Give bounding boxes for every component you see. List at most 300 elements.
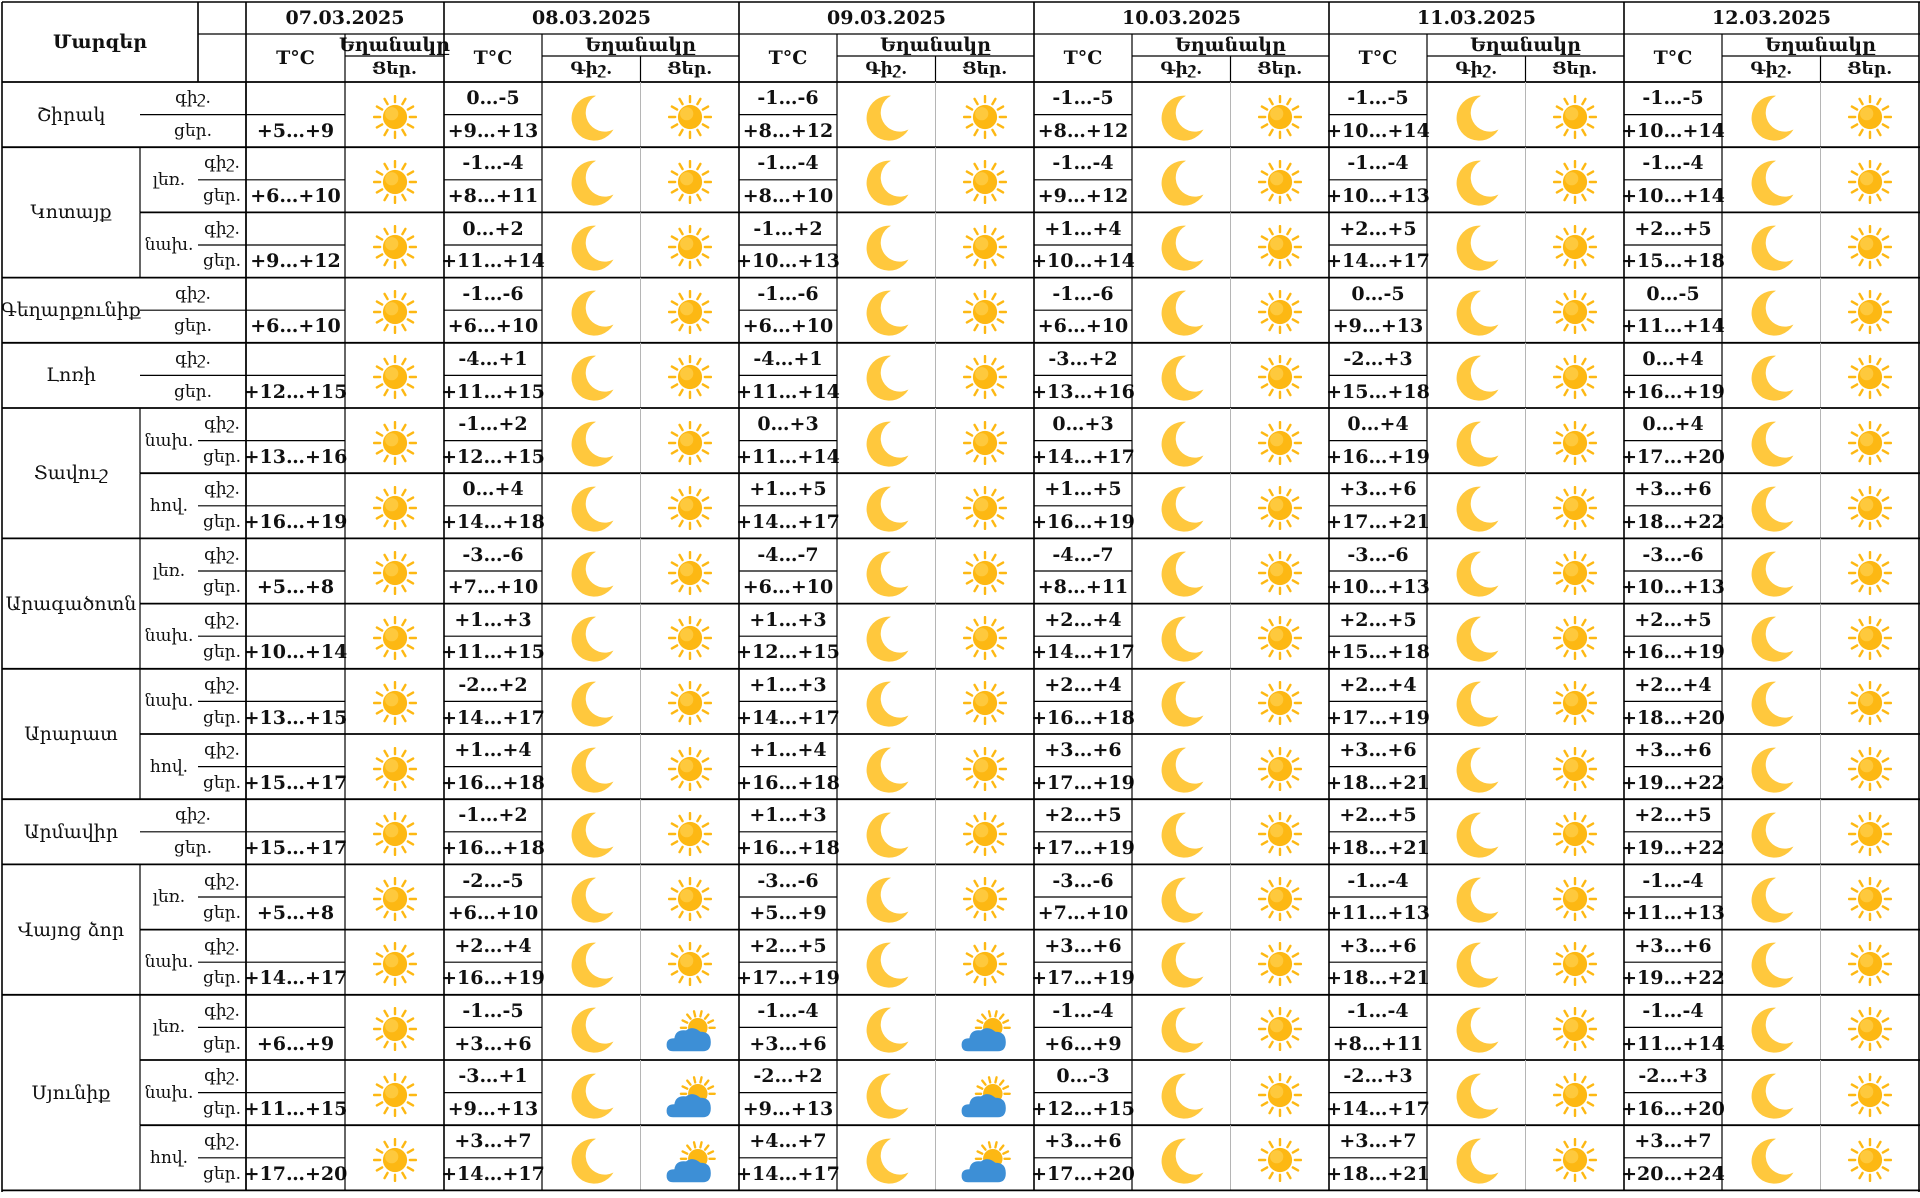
moon-icon [861,1135,911,1185]
sun-icon [1258,551,1302,595]
temperature-value: +10…+14 [1031,250,1135,273]
sun-icon [373,1138,417,1182]
temperature-value: +8…+11 [1332,1032,1424,1055]
sun-icon [1848,616,1892,660]
day-header: Ցեր. [1257,59,1303,79]
temperature-value: +11…+14 [1621,315,1725,338]
temperature-value: +2…+5 [1339,217,1417,240]
zone-label: նախ. [144,430,194,451]
sun-icon [668,95,712,139]
time-of-day-label: գիշ. [175,805,211,826]
sun-icon [1553,160,1597,204]
temperature-value: -3…+2 [1048,348,1118,371]
temperature-value: -2…-5 [462,869,524,892]
temperature-value: -1…-4 [1347,152,1409,175]
sun-icon [1848,486,1892,530]
zone-label: հով. [150,1147,188,1168]
temperature-value: -1…-6 [757,87,819,110]
temperature-value: +14…+17 [1031,641,1135,664]
time-of-day-label: գիշ. [204,479,240,500]
sun-icon [1258,747,1302,791]
temperature-value: +6…+10 [250,315,341,338]
temperature-value: +20…+24 [1621,1163,1725,1186]
moon-icon [1746,874,1796,924]
moon-icon [566,548,616,598]
date-header: 09.03.2025 [827,7,946,29]
moon-icon [566,613,616,663]
sun-icon [1258,1007,1302,1051]
temperature-value: +17…+20 [1031,1163,1135,1186]
sun-icon [963,486,1007,530]
sun-icon [963,95,1007,139]
sun-icon [668,355,712,399]
temperature-value: +18…+21 [1326,1163,1430,1186]
time-of-day-label: գիշ. [204,1001,240,1022]
sun-icon [1553,942,1597,986]
temperature-value: +13…+16 [243,445,348,468]
region-name: Կոտայք [30,201,112,224]
temperature-value: -1…-6 [1052,282,1114,305]
temperature-value: +6…+10 [742,576,834,599]
temperature-value: +17…+20 [1621,445,1725,468]
temperature-value: 0…-5 [1646,282,1700,305]
region-name: Արագածոտն [5,592,137,615]
moon-icon [1746,418,1796,468]
temperature-value: +10…+14 [1621,119,1725,142]
sun-behind-cloud-icon [959,1073,1011,1125]
temperature-value: +11…+15 [441,380,545,403]
temperature-value: 0…+4 [1347,413,1409,436]
sun-icon [373,355,417,399]
moon-icon [566,809,616,859]
night-header: Գիշ. [570,59,613,79]
sun-icon [1848,1138,1892,1182]
temperature-value: +3…+7 [454,1130,532,1153]
moon-icon [861,352,911,402]
temperature-value: -1…+2 [753,217,823,240]
temp-header: T°C [1358,47,1398,69]
temperature-value [246,473,345,506]
temperature-value: +7…+10 [1037,902,1129,925]
temperature-value: +6…+10 [1037,315,1129,338]
moon-icon [1746,92,1796,142]
moon-icon [861,222,911,272]
temperature-value: +18…+21 [1326,837,1430,860]
temperature-value: -3…-6 [1052,869,1114,892]
sun-icon [1258,95,1302,139]
moon-icon [1451,1070,1501,1120]
sun-icon [1848,95,1892,139]
temperature-value [246,212,345,245]
sun-icon [1553,681,1597,725]
sun-icon [1553,812,1597,856]
temperature-value: +14…+17 [736,1163,840,1186]
moon-icon [861,939,911,989]
temperature-value: +5…+9 [749,902,827,925]
temperature-value: +16…+19 [1621,641,1725,664]
temperature-value: +3…+6 [1339,739,1417,762]
moon-icon [1451,352,1501,402]
temperature-value [246,278,345,311]
temperature-value: +16…+18 [736,837,840,860]
moon-icon [1156,1004,1206,1054]
temperature-value: +17…+19 [1031,967,1135,990]
sun-icon [1848,877,1892,921]
zone-label: լեռ. [152,560,186,581]
moon-icon [566,157,616,207]
region-name: Տավուշ [33,462,109,485]
sun-icon [668,551,712,595]
sun-icon [1258,355,1302,399]
sun-icon [1553,1007,1597,1051]
temperature-value: +1…+5 [749,478,827,501]
temperature-value: +9…+13 [447,1097,539,1120]
sun-icon [668,160,712,204]
temperature-value: -1…-4 [1052,152,1114,175]
zone-label: լեռ. [152,169,186,190]
temperature-value: -2…+3 [1638,1065,1708,1088]
moon-icon [861,1004,911,1054]
temperature-value: +15…+17 [243,837,348,860]
time-of-day-label: ցեր. [174,120,212,141]
sun-icon [1553,355,1597,399]
night-header: Գիշ. [865,59,908,79]
moon-icon [1156,1135,1206,1185]
moon-icon [1746,678,1796,728]
temperature-value: +8…+11 [447,185,539,208]
header-regions: Մարզեր [52,31,148,53]
temperature-value: +3…+6 [1339,478,1417,501]
temperature-value: +11…+15 [441,641,545,664]
temperature-value: +19…+22 [1621,967,1725,990]
moon-icon [1746,157,1796,207]
temperature-value: +6…+10 [742,315,834,338]
temperature-value: 0…-5 [466,87,520,110]
temperature-value [246,930,345,963]
temperature-value [246,1060,345,1093]
zone-label: նախ. [144,952,194,973]
moon-icon [566,483,616,533]
temperature-value: -3…-6 [1642,543,1704,566]
temperature-value: +3…+7 [1634,1130,1712,1153]
moon-icon [1451,418,1501,468]
sun-icon [373,681,417,725]
moon-icon [566,352,616,402]
sun-icon [373,551,417,595]
temperature-value: 0…+3 [1052,413,1114,436]
moon-icon [566,418,616,468]
moon-icon [1746,352,1796,402]
time-of-day-label: գիշ. [204,675,240,696]
moon-icon [1156,678,1206,728]
temperature-value: +2…+4 [1339,674,1417,697]
temperature-value: -2…+2 [753,1065,823,1088]
sun-icon [1258,290,1302,334]
moon-icon [1451,92,1501,142]
zone-label: լեռ. [152,1017,186,1038]
day-header: Ցեր. [962,59,1008,79]
temperature-value: +2…+5 [1044,804,1122,827]
sun-icon [963,160,1007,204]
temperature-value: +11…+13 [1326,902,1430,925]
sun-icon [373,421,417,465]
temperature-value: 0…+4 [1642,413,1704,436]
moon-icon [861,744,911,794]
temperature-value: -1…-5 [462,1000,524,1023]
temperature-value: +15…+18 [1326,380,1430,403]
moon-icon [1746,483,1796,533]
moon-icon [1451,483,1501,533]
temperature-value: +17…+21 [1326,511,1430,534]
moon-icon [1156,352,1206,402]
sun-icon [963,355,1007,399]
time-of-day-label: գիշ. [204,740,240,761]
night-header: Գիշ. [1750,59,1793,79]
day-header: Ցեր. [667,59,713,79]
temperature-value: +3…+6 [454,1032,532,1055]
zone-label: նախ. [144,1082,194,1103]
temperature-value: +16…+19 [1621,380,1725,403]
temperature-value: +10…+14 [1621,185,1725,208]
temperature-value: +12…+15 [1031,1097,1135,1120]
sun-behind-cloud-icon [664,1138,716,1190]
moon-icon [1156,92,1206,142]
temperature-value: -1…-4 [1642,152,1704,175]
moon-icon [861,1070,911,1120]
sun-icon [1553,877,1597,921]
moon-icon [861,287,911,337]
temperature-value: +2…+5 [1634,217,1712,240]
time-of-day-label: ցեր. [203,1033,241,1054]
temperature-value: +3…+6 [1634,934,1712,957]
sun-icon [373,877,417,921]
moon-icon [1451,678,1501,728]
day-header: Ցեր. [1847,59,1893,79]
temperature-value: -2…+3 [1343,1065,1413,1088]
temperature-value: -1…-4 [1642,869,1704,892]
temperature-value: +18…+21 [1326,967,1430,990]
moon-icon [861,483,911,533]
moon-icon [1451,1135,1501,1185]
sun-icon [1848,551,1892,595]
sun-icon [1848,1007,1892,1051]
temperature-value: +16…+19 [1031,511,1135,534]
temperature-value: +2…+4 [1044,608,1122,631]
temperature-value: +1…+4 [1044,217,1122,240]
moon-icon [861,809,911,859]
time-of-day-label: ցեր. [174,381,212,402]
moon-icon [1451,744,1501,794]
weather-header: Եղանակը [339,34,450,56]
temperature-value: +9…+13 [742,1097,834,1120]
time-of-day-label: ցեր. [174,316,212,337]
sun-icon [373,95,417,139]
temperature-value: +4…+7 [749,1130,827,1153]
date-header: 08.03.2025 [532,7,651,29]
temperature-value: +2…+5 [1634,608,1712,631]
temperature-value: 0…-5 [1351,282,1405,305]
time-of-day-label: ցեր. [174,838,212,859]
region-name: Սյունիք [31,1081,111,1104]
temperature-value: +14…+17 [1326,1097,1430,1120]
sun-icon [373,747,417,791]
temperature-value: -2…+3 [1343,348,1413,371]
temperature-value: -3…-6 [1347,543,1409,566]
sun-icon [1848,421,1892,465]
temperature-value: -1…-4 [1052,1000,1114,1023]
zone-label: լեռ. [152,886,186,907]
temperature-value: +14…+17 [441,706,545,729]
day-header: Ցեր. [372,59,417,79]
temperature-value: +15…+18 [1621,250,1725,273]
temperature-value: +17…+19 [736,967,840,990]
moon-icon [1451,874,1501,924]
temperature-value: -1…-4 [462,152,524,175]
temperature-value: +3…+6 [749,1032,827,1055]
moon-icon [1451,548,1501,598]
temperature-value: +14…+17 [736,706,840,729]
temperature-value: +3…+6 [1339,934,1417,957]
temperature-value: +6…+9 [256,1032,335,1055]
time-of-day-label: գիշ. [204,218,240,239]
weather-header: Եղանակը [1765,34,1876,56]
sun-behind-cloud-icon [664,1073,716,1125]
temp-header: T°C [1063,47,1103,69]
time-of-day-label: ցեր. [203,512,241,533]
moon-icon [1451,287,1501,337]
moon-icon [1156,613,1206,663]
temperature-value: 0…-3 [1056,1065,1110,1088]
temperature-value: 0…+3 [757,413,819,436]
time-of-day-label: ցեր. [203,186,241,207]
temperature-value: +2…+5 [749,934,827,957]
temperature-value: +19…+22 [1621,837,1725,860]
moon-icon [1451,157,1501,207]
temperature-value: +8…+10 [742,185,834,208]
temperature-value: -1…-6 [757,282,819,305]
moon-icon [1746,744,1796,794]
temperature-value: +11…+14 [736,380,840,403]
sun-icon [668,942,712,986]
moon-icon [1156,939,1206,989]
time-of-day-label: գիշ. [204,870,240,891]
temperature-value: +9…+12 [1037,185,1129,208]
temperature-value: +10…+13 [1621,576,1725,599]
temperature-value: +6…+9 [1044,1032,1122,1055]
sun-icon [1258,225,1302,269]
temperature-value: +1…+5 [1044,478,1122,501]
temperature-value: +17…+20 [243,1163,348,1186]
temperature-value: +18…+21 [1326,771,1430,794]
region-name: Վայոց ձոր [17,918,125,941]
sun-icon [1553,551,1597,595]
temperature-value: +2…+5 [1339,608,1417,631]
temperature-value: +15…+18 [1326,641,1430,664]
time-of-day-label: գիշ. [204,544,240,565]
sun-icon [963,421,1007,465]
temperature-value: +12…+15 [736,641,840,664]
sun-icon [373,225,417,269]
temperature-value: +17…+19 [1031,771,1135,794]
temperature-value [246,538,345,571]
zone-label: հով. [150,756,188,777]
temperature-value: -1…-4 [1347,1000,1409,1023]
weather-header: Եղանակը [585,34,696,56]
weather-header: Եղանակը [880,34,991,56]
temperature-value: +6…+10 [250,185,341,208]
sun-icon [963,551,1007,595]
moon-icon [1746,613,1796,663]
sun-icon [668,225,712,269]
temperature-value: +1…+4 [749,739,827,762]
temperature-value: -1…-4 [1642,1000,1704,1023]
zone-label: հով. [150,495,188,516]
temperature-value [246,799,345,832]
temperature-value: +9…+13 [447,119,539,142]
temperature-value [246,734,345,767]
moon-icon [861,92,911,142]
temperature-value: -4…+1 [458,348,528,371]
temperature-value: +13…+15 [243,706,348,729]
temperature-value: +16…+18 [441,837,545,860]
date-header: 07.03.2025 [285,7,405,29]
time-of-day-label: ցեր. [203,642,241,663]
moon-icon [861,157,911,207]
temperature-value: +3…+7 [1339,1130,1417,1153]
moon-icon [1746,222,1796,272]
moon-icon [1451,809,1501,859]
temperature-value: +18…+22 [1621,511,1725,534]
temperature-value [246,995,345,1028]
temperature-value: +3…+6 [1044,934,1122,957]
region-name: Արարատ [24,722,118,745]
moon-icon [566,744,616,794]
sun-icon [1258,1073,1302,1117]
temperature-value: +11…+15 [243,1097,348,1120]
sun-icon [373,942,417,986]
temperature-value: +10…+13 [736,250,840,273]
temperature-value: +10…+14 [243,641,348,664]
temperature-value: +1…+3 [749,804,827,827]
sun-icon [963,616,1007,660]
temperature-value: +11…+14 [736,445,840,468]
temperature-value: +5…+9 [256,119,335,142]
sun-icon [963,290,1007,334]
time-of-day-label: ցեր. [203,446,241,467]
temperature-value: +9…+12 [250,250,341,273]
time-of-day-label: գիշ. [204,1131,240,1152]
temperature-value: +14…+18 [441,511,545,534]
temperature-value: +12…+15 [441,445,545,468]
temperature-value: -2…+2 [458,674,528,697]
temperature-value: +11…+14 [1621,1032,1725,1055]
sun-icon [963,747,1007,791]
temperature-value: +9…+13 [1332,315,1424,338]
temperature-value: +2…+5 [1339,804,1417,827]
sun-icon [1258,942,1302,986]
temperature-value: +10…+13 [1326,576,1430,599]
temperature-value: +1…+4 [454,739,532,762]
temperature-value: +14…+17 [736,511,840,534]
time-of-day-label: գիշ. [204,1066,240,1087]
moon-icon [1451,613,1501,663]
temperature-value: +17…+19 [1031,837,1135,860]
sun-icon [1848,290,1892,334]
temperature-value: -4…-7 [757,543,819,566]
night-header: Գիշ. [1455,59,1498,79]
temperature-value: +3…+6 [1634,478,1712,501]
temperature-value: +6…+10 [447,315,539,338]
